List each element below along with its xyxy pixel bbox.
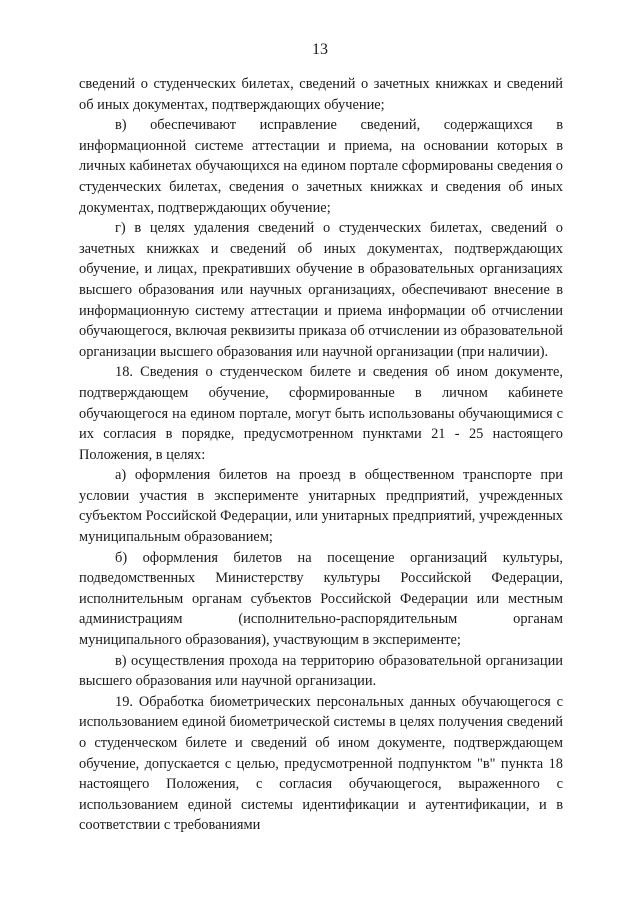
paragraph-section-18: 18. Сведения о студенческом билете и сведения об ином документе, подтверждающем обучение, сформированные в личном кабинете обучающегося на едином портале, могут быть использованы обучающимися с их согласия в порядке, предусмотренном пунктами 21 - 25 настоящего Положения, в целях: [79, 364, 563, 463]
paragraph-item-v-2: в) осуществления прохода на территорию образовательной организации высшего образования или научной организации. [79, 652, 563, 690]
paragraph-section-19: 19. Обработка биометрических персональных данных обучающегося с использованием единой биометрической системы в целях получения сведений о студенческом билете и сведений об ином документе, подтверждающем обучение, допускается с целью, предусмотренной подпунктом "в" пункта 18 настоящего Положения, с согласия обучающегося, выраженного с использованием единой системы идентификации и аутентификации, и в соответствии с требованиями [79, 693, 563, 834]
paragraph-item-v: в) обеспечивают исправление сведений, содержащихся в информационной системе аттестации и приема, на основании которых в личных кабинетах обучающихся на едином портале сформированы сведения о студенческих билетах, сведения о зачетных книжках и сведения об иных документах, подтверждающих обучение; [79, 117, 563, 216]
paragraph-item-g: г) в целях удаления сведений о студенческих билетах, сведений о зачетных книжках и сведений об иных документах, подтверждающих обучение, и лицах, прекративших обучение в образовательных организациях высшего образования или научных организациях, обеспечивают внесение в информационную систему аттестации и приема информации об отчислении обучающегося, включая реквизиты приказа об отчислении из образовательной организации высшего образования или научной организации (при наличии). [79, 220, 563, 360]
paragraph-continuation: сведений о студенческих билетах, сведений о зачетных книжках и сведений об иных документах, подтверждающих обучение; [79, 76, 563, 113]
document-body [79, 74, 563, 836]
paragraph-item-b: б) оформления билетов на посещение организаций культуры, подведомственных Министерству культуры Российской Федерации, исполнительным органам субъектов Российской Федерации или местным администрациям (исполнительно-распорядительным органам муниципального образования), участвующим в эксперименте; [79, 549, 563, 649]
paragraph-item-a: а) оформления билетов на проезд в общественном транспорте при условии участия в эксперименте унитарных предприятий, учрежденных субъектом Российской Федерации, или унитарных предприятий, учрежденных муниципальным образованием; [79, 467, 563, 546]
page-number: 13 [312, 41, 328, 58]
